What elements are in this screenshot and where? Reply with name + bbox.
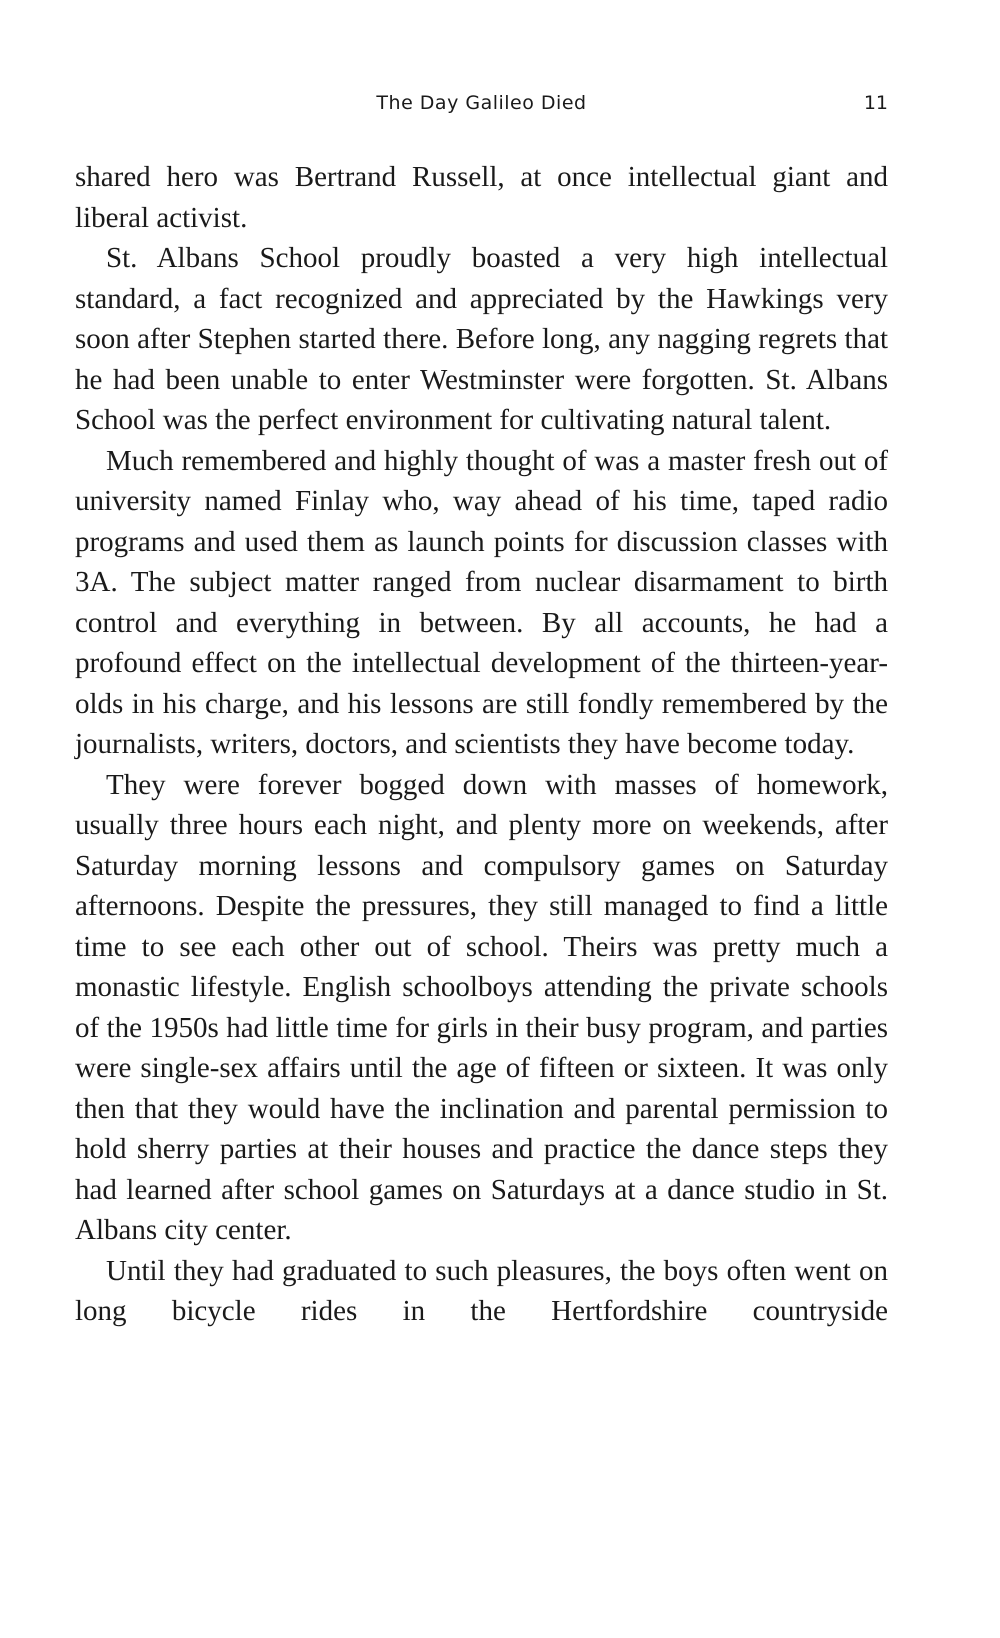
paragraph: Much remembered and highly thought of was a master fresh out of university named Finlay who, way ahead of his time, taped radio programs and used them as launch points for discussion classes with 3A. The subject matter ranged from nuclear disarmament to birth control and everything in between. By all accounts, he had a profound effect on the intellectual development of the thirteen-year-olds in his charge, and his lessons are still fondly remembered by the journalists, writers, doctors, and scientists they have become today. xyxy=(75,444,888,760)
running-title: The Day Galileo Died xyxy=(376,92,587,114)
paragraph-last: Until they had graduated to such pleasures, the boys often went on long bicycle rides in the Hertfordshire countryside xyxy=(75,1254,888,1327)
paragraph-continued: shared hero was Bertrand Russell, at once intellectual giant and liberal activist. xyxy=(75,161,888,234)
body-text xyxy=(75,157,888,1332)
running-head xyxy=(75,92,888,122)
paragraph: St. Albans School proudly boasted a very high intellectual standard, a fact recognized and appreciated by the Hawkings very soon after Stephen started there. Before long, any nagging regrets that he had been unable to enter Westminster were forgotten. St. Albans School was the perfect environment for cultivating natural talent. xyxy=(75,242,888,436)
page-number: 11 xyxy=(863,92,888,114)
paragraph: They were forever bogged down with masses of homework, usually three hours each night, and plenty more on weekends, after Saturday morning lessons and compulsory games on Saturday afternoons. Despite the pressures, they still managed to find a little time to see each other out of school. Theirs was pretty much a monastic lifestyle. English schoolboys attending the private schools of the 1950s had little time for girls in their busy program, and parties were single-sex affairs until the age of fifteen or sixteen. It was only then that they would have the inclination and parental permission to hold sherry parties at their houses and practice the dance steps they had learned after school games on Saturdays at a dance studio in St. Albans city center. xyxy=(75,768,888,1246)
